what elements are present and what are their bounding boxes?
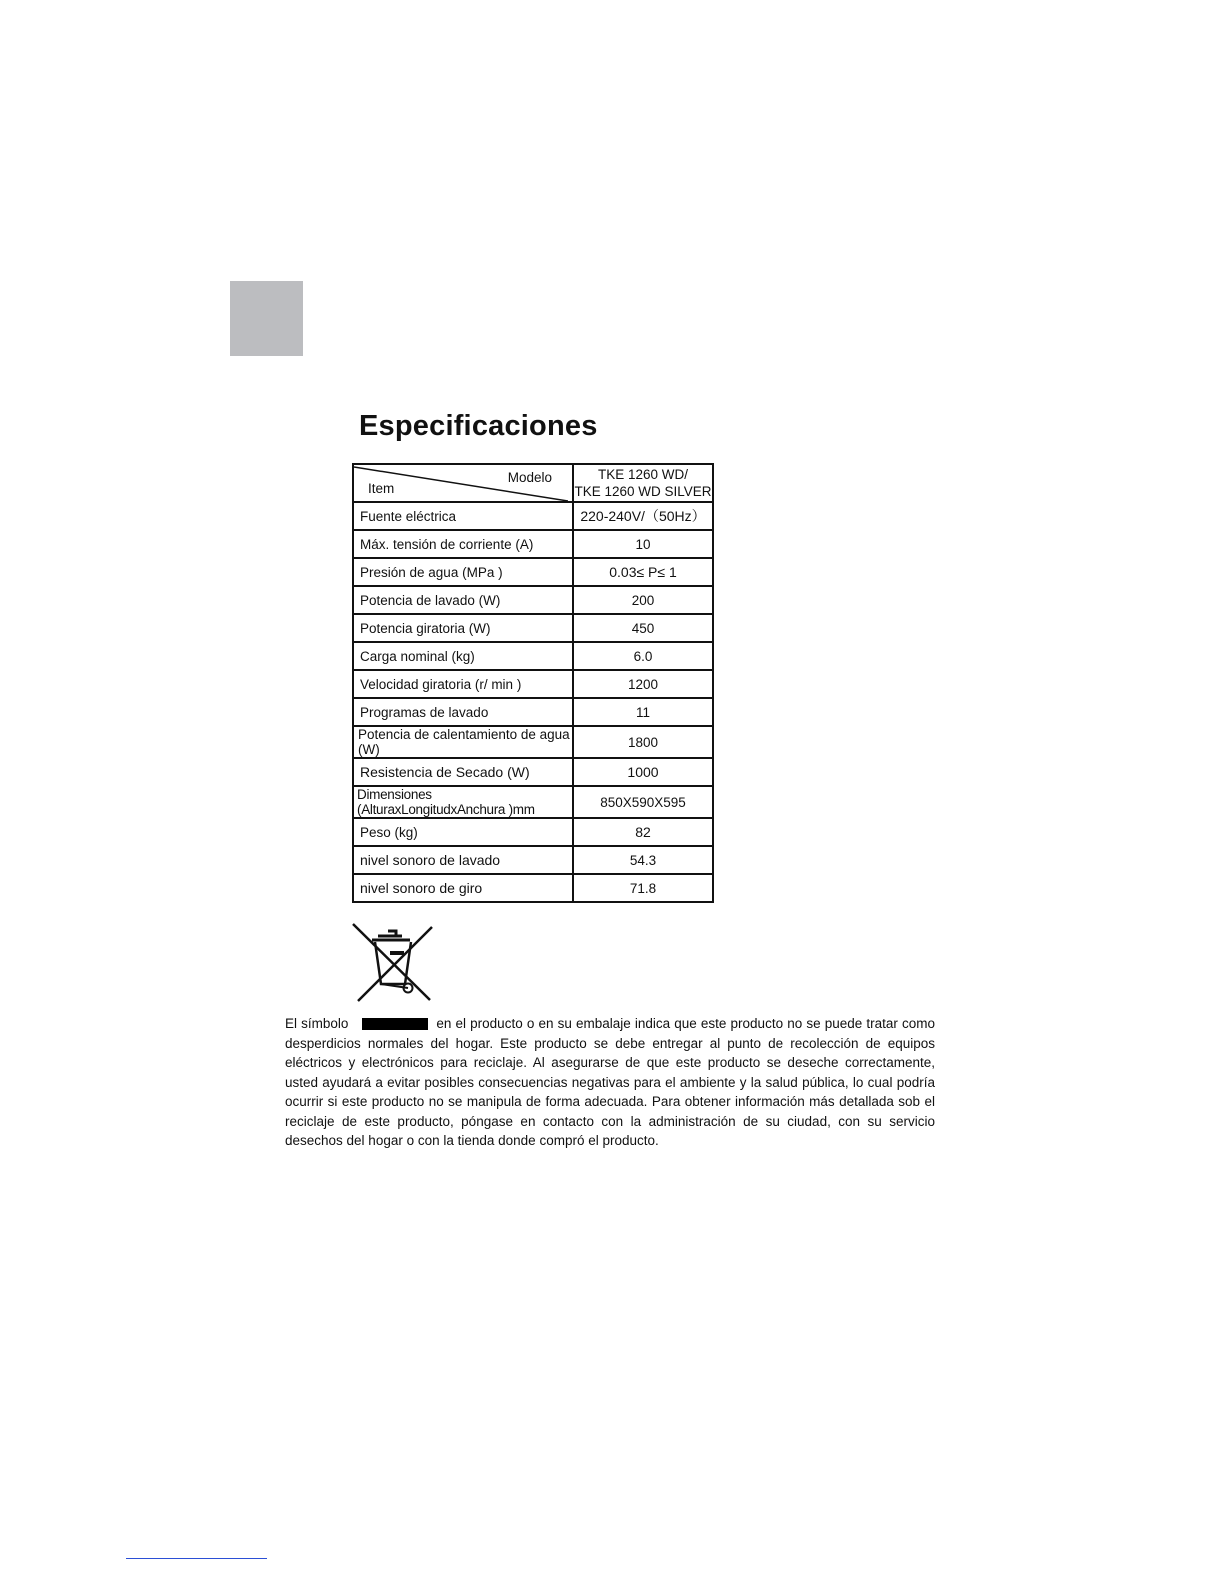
table-row	[353, 530, 713, 558]
model-name-line2: TKE 1260 WD SILVER	[574, 484, 712, 499]
row-value: 850X590X595	[573, 786, 713, 818]
row-value: 0.03≤ P≤ 1	[573, 558, 713, 586]
row-label: nivel sonoro de giro	[353, 874, 573, 902]
row-value: 1800	[573, 726, 713, 758]
row-label: Fuente eléctrica	[353, 502, 573, 530]
notice-prefix: El símbolo	[285, 1016, 349, 1031]
table-row	[353, 758, 713, 786]
row-label: Resistencia de Secado (W)	[353, 758, 573, 786]
row-label: Potencia giratoria (W)	[353, 614, 573, 642]
row-label: Carga nominal (kg)	[353, 642, 573, 670]
row-value: 82	[573, 818, 713, 846]
table-header-row	[353, 464, 713, 502]
row-label: Potencia de calentamiento de agua (W)	[353, 726, 573, 758]
footer-rule	[126, 1558, 267, 1559]
header-model-value	[573, 464, 713, 502]
row-value: 10	[573, 530, 713, 558]
table-row	[353, 558, 713, 586]
table-row	[353, 614, 713, 642]
row-value: 220-240V/（50Hz）	[573, 502, 713, 530]
table-row	[353, 818, 713, 846]
weee-disposal-notice	[285, 1014, 935, 1151]
table-row	[353, 846, 713, 874]
specifications-table	[352, 463, 714, 903]
row-value: 200	[573, 586, 713, 614]
row-value: 6.0	[573, 642, 713, 670]
table-row	[353, 726, 713, 758]
crossed-out-wheelie-bin-icon	[350, 922, 436, 1009]
row-label: Peso (kg)	[353, 818, 573, 846]
section-marker-block	[230, 281, 303, 356]
header-modelo-label: Modelo	[507, 470, 552, 485]
header-diagonal-cell	[353, 464, 573, 502]
row-label: Programas de lavado	[353, 698, 573, 726]
table-row	[353, 642, 713, 670]
symbol-placeholder-bar	[362, 1018, 428, 1030]
header-item-label: Item	[368, 481, 395, 496]
notice-body: en el producto o en su embalaje indica que este producto no se puede tratar como desperdicios normales del hogar. Este producto se debe entregar al punto de recolección de equipos eléctricos y electrónicos para reciclaje. Al asegurarse de que este producto se deseche correctamente, usted ayudará a evitar posibles consecuencias negativas para el ambiente y la salud pública, lo cual podría ocurrir si este producto no se manipula de forma adecuada. Para obtener información más detallada sob el reciclaje de este producto, póngase en contacto con la administración de su ciudad, con su servicio desechos del hogar o con la tienda donde compró el producto.	[285, 1016, 936, 1148]
page-title: Especificaciones	[359, 410, 598, 442]
row-value: 11	[573, 698, 713, 726]
row-label: Potencia de lavado (W)	[353, 586, 573, 614]
row-value: 1000	[573, 758, 713, 786]
table-row	[353, 786, 713, 818]
table-row	[353, 502, 713, 530]
table-row	[353, 586, 713, 614]
row-label: Máx. tensión de corriente (A)	[353, 530, 573, 558]
row-label: Dimensiones (AlturaxLongitudxAnchura )mm	[353, 786, 573, 818]
row-value: 450	[573, 614, 713, 642]
table-row	[353, 698, 713, 726]
table-row	[353, 670, 713, 698]
model-name-line1: TKE 1260 WD/	[597, 467, 689, 482]
row-value: 71.8	[573, 874, 713, 902]
table-row	[353, 874, 713, 902]
row-label: Velocidad giratoria (r/ min )	[353, 670, 573, 698]
row-value: 1200	[573, 670, 713, 698]
row-label: nivel sonoro de lavado	[353, 846, 573, 874]
row-value: 54.3	[573, 846, 713, 874]
row-label: Presión de agua (MPa )	[353, 558, 573, 586]
